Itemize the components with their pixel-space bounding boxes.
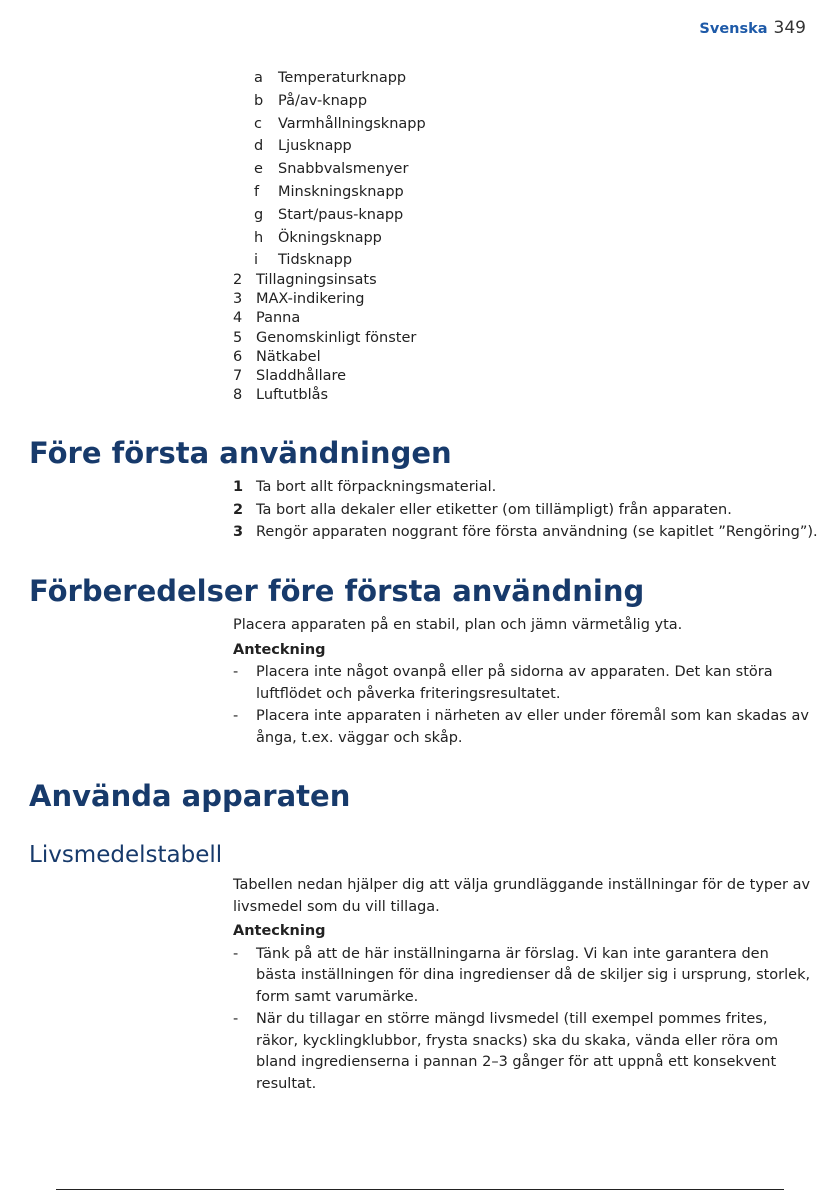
step-item bbox=[233, 521, 818, 544]
list-item bbox=[254, 204, 426, 227]
note-item bbox=[233, 1009, 813, 1095]
list-item bbox=[254, 249, 426, 272]
step-item bbox=[233, 499, 813, 522]
list-item bbox=[233, 367, 416, 386]
list-item bbox=[233, 309, 416, 328]
list-item bbox=[254, 158, 426, 181]
item-letter: g bbox=[254, 206, 264, 223]
note-item bbox=[233, 944, 813, 1009]
list-item bbox=[254, 181, 426, 204]
list-item bbox=[254, 135, 426, 158]
heading-first-use: Före första användningen bbox=[29, 436, 452, 470]
note-item bbox=[233, 662, 813, 705]
item-label: På/av-knapp bbox=[278, 92, 368, 109]
parts-sublist bbox=[254, 67, 426, 272]
item-letter: i bbox=[254, 252, 259, 269]
item-label: Nätkabel bbox=[256, 348, 321, 365]
list-item bbox=[254, 90, 426, 113]
item-label: Tillagningsinsats bbox=[256, 272, 377, 288]
food-table-notes bbox=[233, 944, 813, 1096]
item-label: Ljusknapp bbox=[278, 138, 352, 155]
bullet-dash: - bbox=[233, 708, 239, 724]
note-item bbox=[233, 706, 813, 749]
item-letter: a bbox=[254, 70, 263, 86]
item-letter: f bbox=[254, 183, 260, 200]
step-text: Ta bort alla dekaler eller etiketter (om tillämpligt) från apparaten. bbox=[256, 501, 732, 518]
item-label: Panna bbox=[256, 310, 301, 327]
item-label: Minskningsknapp bbox=[278, 183, 404, 200]
item-letter: e bbox=[254, 161, 263, 178]
list-item bbox=[233, 271, 416, 290]
list-item bbox=[254, 67, 426, 90]
step-number: 1 bbox=[233, 479, 244, 495]
note-text: Placera inte apparaten i närheten av eller under föremål som kan skadas av ånga, t.ex. väggar och skåp. bbox=[256, 708, 809, 746]
page-number: 349 bbox=[773, 18, 806, 38]
item-label: Snabbvalsmenyer bbox=[278, 161, 409, 178]
heading-food-table: Livsmedelstabell bbox=[29, 842, 223, 868]
item-number: 2 bbox=[233, 272, 243, 288]
step-number: 2 bbox=[233, 501, 244, 518]
list-item bbox=[254, 113, 426, 136]
note-label: Anteckning bbox=[233, 641, 326, 658]
step-text: Ta bort allt förpackningsmaterial. bbox=[256, 479, 497, 495]
step-text: Rengör apparaten noggrant före första användning (se kapitlet ”Rengöring”). bbox=[256, 524, 818, 540]
list-item bbox=[254, 227, 426, 250]
page-header bbox=[699, 18, 806, 38]
preparation-body bbox=[233, 615, 813, 749]
food-table-intro: Tabellen nedan hjälper dig att välja grundläggande inställningar för de typer av livsmedel som du vill tillaga. bbox=[233, 877, 811, 915]
list-item bbox=[233, 290, 416, 309]
item-letter: c bbox=[254, 115, 262, 132]
food-table-body bbox=[233, 875, 813, 1095]
item-label: Genomskinligt fönster bbox=[256, 329, 417, 346]
item-letter: d bbox=[254, 138, 264, 155]
item-label: Sladdhållare bbox=[256, 367, 347, 384]
item-number: 7 bbox=[233, 367, 243, 384]
list-item bbox=[233, 386, 416, 405]
bullet-dash: - bbox=[233, 945, 239, 962]
list-item bbox=[233, 329, 416, 348]
preparation-intro: Placera apparaten på en stabil, plan och jämn värmetålig yta. bbox=[233, 617, 683, 633]
preparation-notes bbox=[233, 662, 813, 749]
note-text: Tänk på att de här inställningarna är förslag. Vi kan inte garantera den bästa inställningen för dina ingredienser då de skiljer sig i ursprung, storlek, form samt varumärke. bbox=[256, 945, 811, 1005]
step-number: 3 bbox=[233, 524, 244, 540]
list-item bbox=[233, 348, 416, 367]
item-letter: h bbox=[254, 229, 264, 246]
item-number: 3 bbox=[233, 291, 243, 308]
header-language: Svenska bbox=[699, 21, 768, 37]
item-number: 8 bbox=[233, 387, 243, 404]
item-label: Luftutblås bbox=[256, 387, 329, 404]
item-number: 5 bbox=[233, 329, 243, 346]
first-use-steps bbox=[233, 476, 818, 544]
item-label: MAX-indikering bbox=[256, 291, 365, 308]
parts-list bbox=[233, 271, 416, 405]
note-text: Placera inte något ovanpå eller på sidorna av apparaten. Det kan störa luftflödet och påverka friteringsresultatet. bbox=[256, 664, 773, 702]
step-item bbox=[233, 476, 813, 499]
heading-preparation: Förberedelser före första användning bbox=[29, 574, 645, 608]
note-label: Anteckning bbox=[233, 923, 326, 939]
item-label: Temperaturknapp bbox=[278, 70, 407, 86]
bullet-dash: - bbox=[233, 664, 239, 680]
item-label: Tidsknapp bbox=[278, 252, 353, 269]
item-label: Ökningsknapp bbox=[278, 229, 382, 246]
note-text: När du tillagar en större mängd livsmedel (till exempel pommes frites, räkor, kycklingklubbor, frysta snacks) ska du skaka, vända eller röra om bland ingredienserna i pannan 2–3 gånger för att uppnå ett konsekvent resultat. bbox=[256, 1011, 779, 1092]
item-label: Start/paus-knapp bbox=[278, 206, 404, 223]
heading-use: Använda apparaten bbox=[29, 779, 351, 813]
item-letter: b bbox=[254, 92, 264, 109]
item-number: 6 bbox=[233, 348, 243, 365]
item-number: 4 bbox=[233, 310, 243, 327]
footer-rule bbox=[56, 1189, 784, 1190]
bullet-dash: - bbox=[233, 1011, 239, 1027]
item-label: Varmhållningsknapp bbox=[278, 115, 426, 132]
